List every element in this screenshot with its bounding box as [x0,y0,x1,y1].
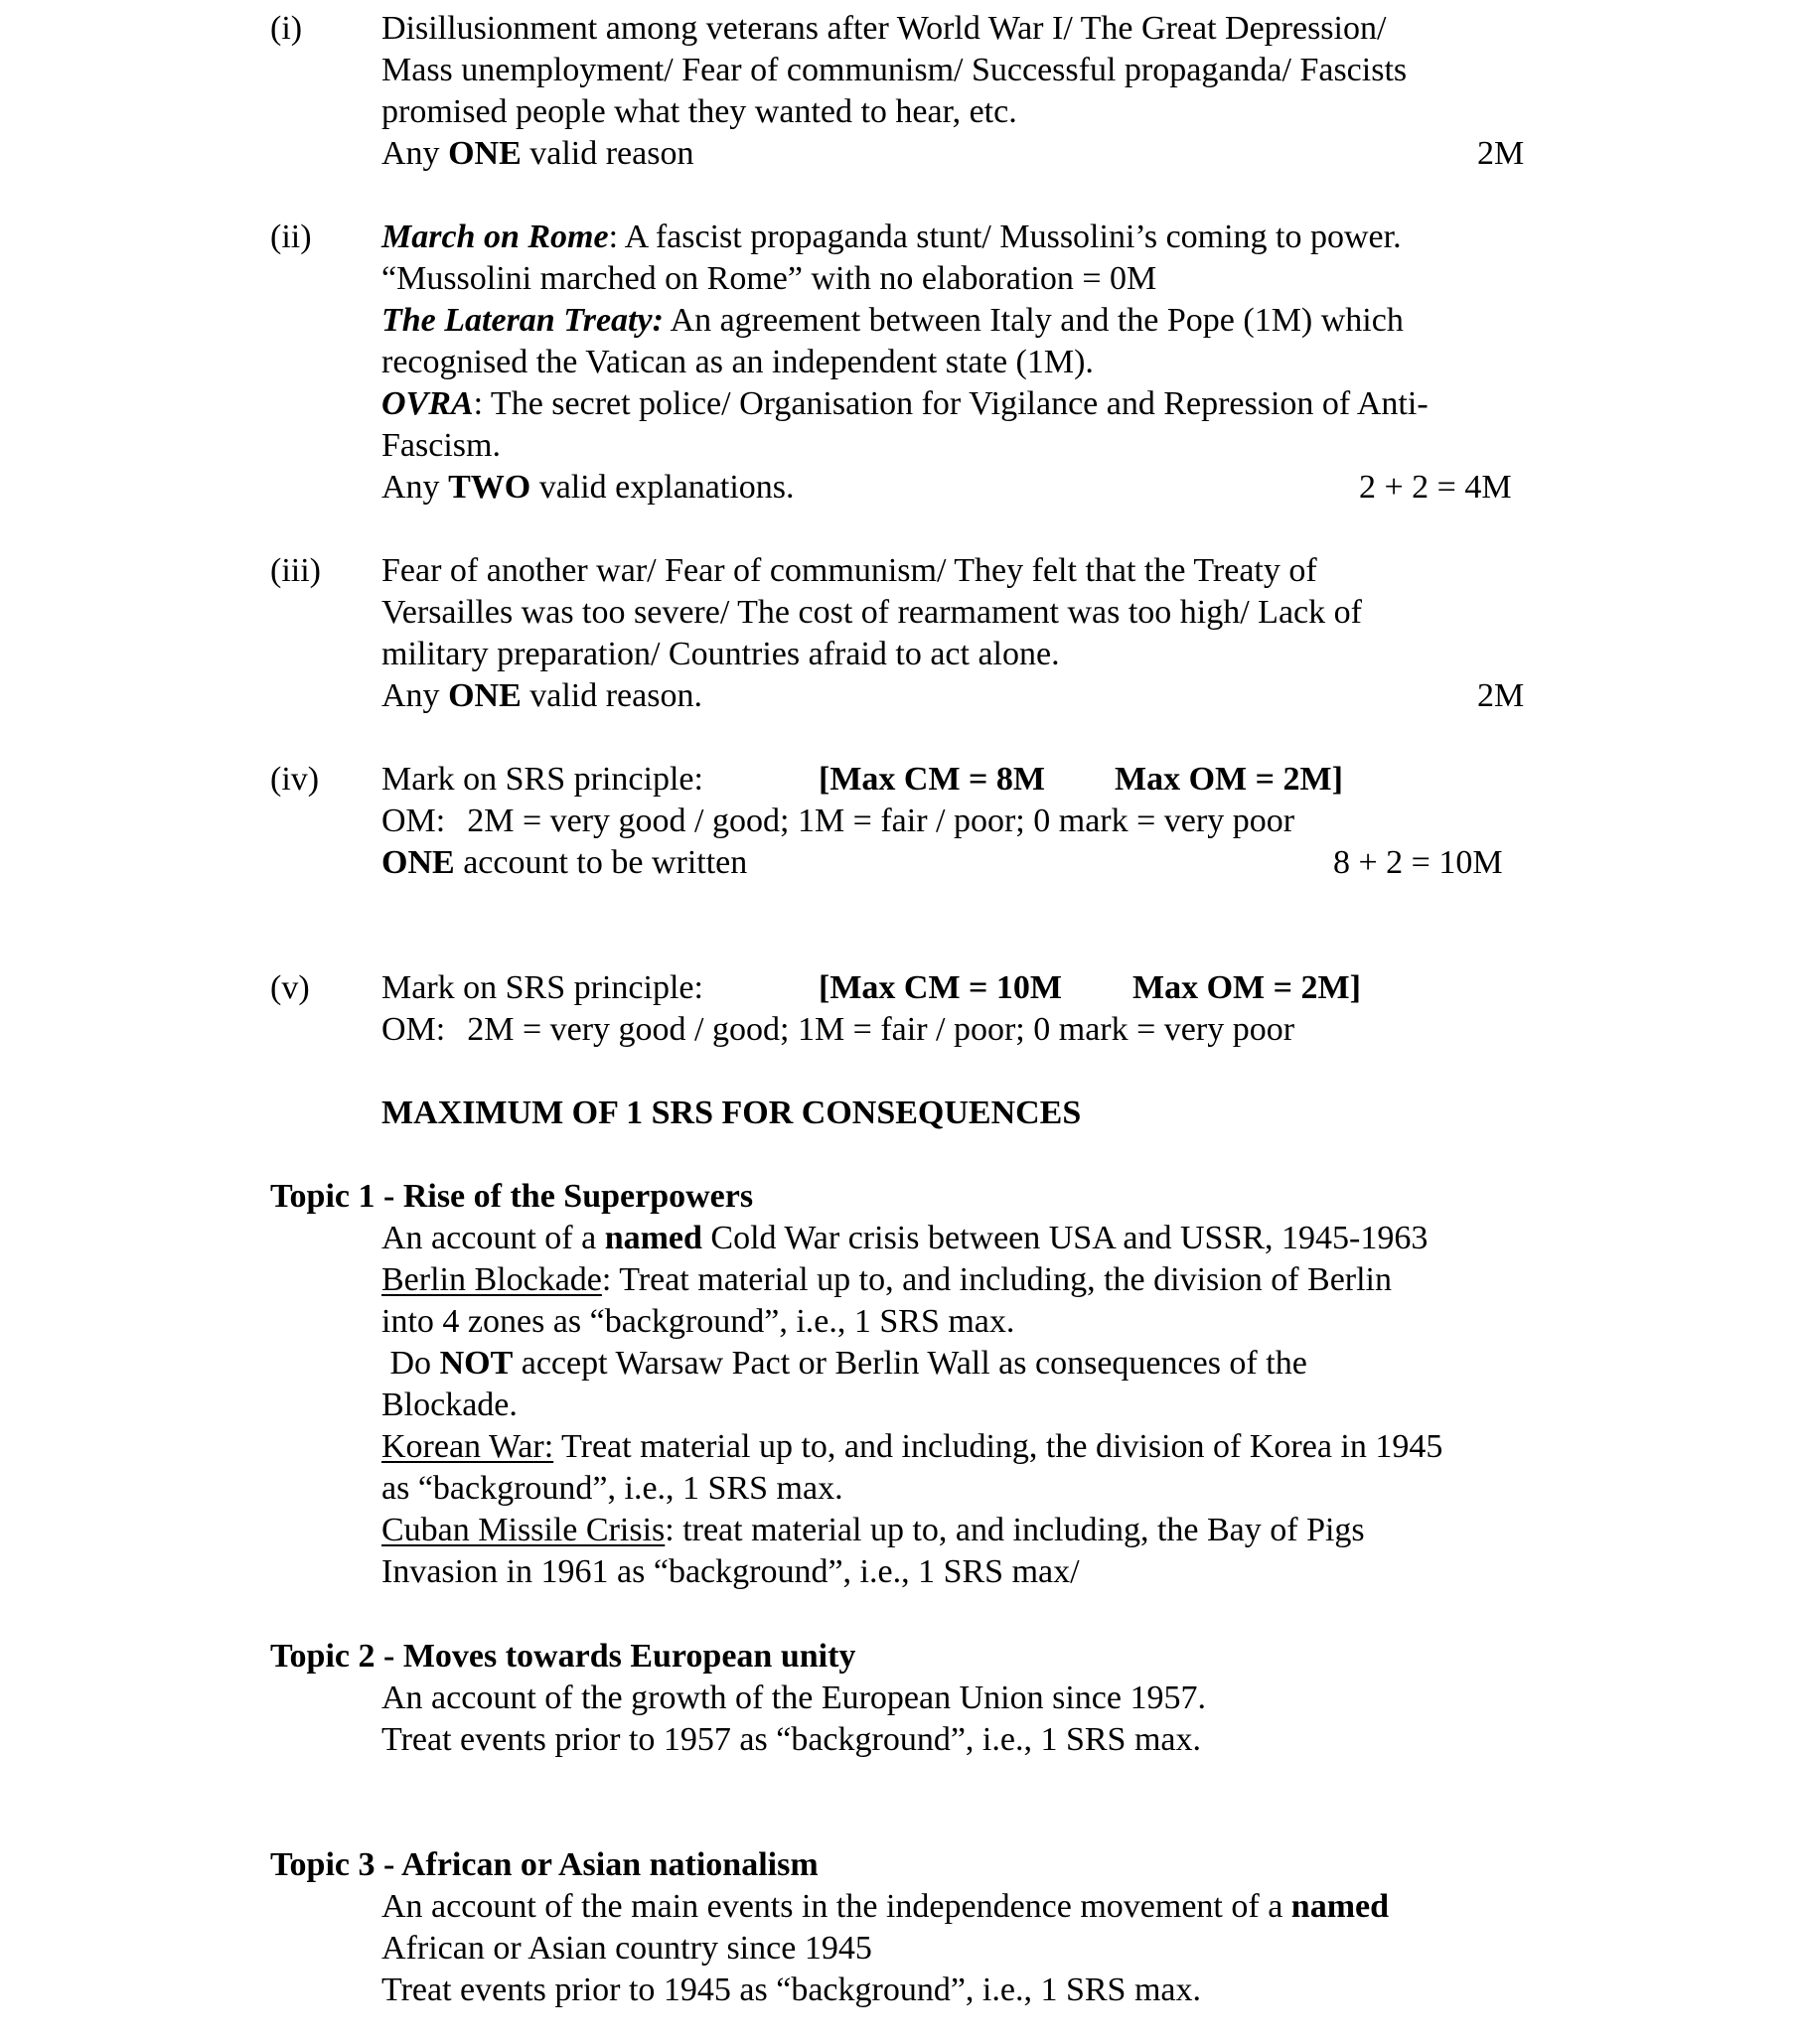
answer-line: recognised the Vatican as an independent state (1M). [381,344,1094,380]
account-line: ONE account to be written [381,844,748,881]
question-number: (ii) [270,219,312,255]
not-accept-line: Do NOT accept Warsaw Pact or Berlin Wall as consequences of the [381,1345,1307,1382]
any-line: Any TWO valid explanations. [381,469,795,506]
max-om: Max OM = 2M] [1132,969,1361,1006]
answer-line: Fear of another war/ Fear of communism/ They felt that the Treaty of [381,552,1317,589]
answer-line: military preparation/ Countries afraid to act alone. [381,636,1060,672]
answer-line: Versailles was too severe/ The cost of rearmament was too high/ Lack of [381,594,1362,631]
max-cm: [Max CM = 10M [819,969,1063,1006]
topic-line: Blockade. [381,1387,518,1423]
term-march-on-rome: March on Rome: A fascist propaganda stunt/ Mussolini’s coming to power. [381,219,1402,255]
om-line: OM: 2M = very good / good; 1M = fair / poor; 0 mark = very poor [381,803,1295,839]
term-lateran-treaty: The Lateran Treaty: An agreement between Italy and the Pope (1M) which [381,302,1404,339]
question-number: (iv) [270,761,320,798]
topic-title: Topic 2 - Moves towards European unity [270,1638,856,1675]
question-number: (iii) [270,552,321,589]
answer-body [381,217,1554,509]
question-number: (i) [270,10,303,47]
topic-body [381,1218,1554,1593]
topic-title: Topic 3 - African or Asian nationalism [270,1846,819,1883]
any-line: Any ONE valid reason [381,135,694,172]
any-line: Any ONE valid reason. [381,677,702,714]
term-ovra: OVRA: The secret police/ Organisation for Vigilance and Repression of Anti- [381,385,1429,422]
topic-body [381,1886,1554,2011]
topic-title: Topic 1 - Rise of the Superpowers [270,1178,754,1215]
maximum-srs-note: MAXIMUM OF 1 SRS FOR CONSEQUENCES [381,1095,1082,1131]
topic-line: into 4 zones as “background”, i.e., 1 SRS max. [381,1303,1015,1340]
topic-body [381,1678,1554,1761]
question-number: (v) [270,969,310,1006]
answer-body [381,550,1554,717]
korean-war-line: Korean War: Treat material up to, and including, the division of Korea in 1945 [381,1428,1443,1465]
topic-line: An account of the growth of the European Union since 1957. [381,1679,1206,1716]
answer-line: Fascism. [381,427,501,464]
answer-body [381,967,1554,1134]
answer-line: Disillusionment among veterans after World War I/ The Great Depression/ [381,10,1387,47]
answer-line: promised people what they wanted to hear, etc. [381,93,1017,130]
mark-allocation: 2 + 2 = 4M [1359,469,1512,506]
max-om: Max OM = 2M] [1115,761,1343,798]
answer-body [381,8,1554,175]
srs-line: Mark on SRS principle: [Max CM = 8M Max OM = 2M] [381,759,1554,801]
mark-allocation: 2M [1477,677,1525,714]
topic-line: Treat events prior to 1945 as “background”, i.e., 1 SRS max. [381,1971,1201,2008]
topic-line: An account of the main events in the independence movement of a named [381,1888,1390,1925]
srs-line: Mark on SRS principle: [Max CM = 10M Max OM = 2M] [381,967,1554,1009]
max-cm: [Max CM = 8M [819,761,1046,798]
mark-allocation: 8 + 2 = 10M [1333,844,1503,881]
topic-line: African or Asian country since 1945 [381,1930,872,1967]
topic-line: An account of a named Cold War crisis between USA and USSR, 1945-1963 [381,1220,1429,1256]
answer-line: “Mussolini marched on Rome” with no elaboration = 0M [381,260,1157,297]
mark-allocation: 2M [1477,135,1525,172]
topic-line: Treat events prior to 1957 as “background”, i.e., 1 SRS max. [381,1721,1201,1758]
topic-line: as “background”, i.e., 1 SRS max. [381,1470,843,1507]
berlin-blockade-line: Berlin Blockade: Treat material up to, and including, the division of Berlin [381,1261,1393,1298]
om-line: OM: 2M = very good / good; 1M = fair / poor; 0 mark = very poor [381,1011,1295,1048]
cuban-missile-crisis-line: Cuban Missile Crisis: treat material up to, and including, the Bay of Pigs [381,1512,1365,1548]
topic-line: Invasion in 1961 as “background”, i.e., 1 SRS max/ [381,1553,1080,1590]
answer-line: Mass unemployment/ Fear of communism/ Successful propaganda/ Fascists [381,52,1408,88]
